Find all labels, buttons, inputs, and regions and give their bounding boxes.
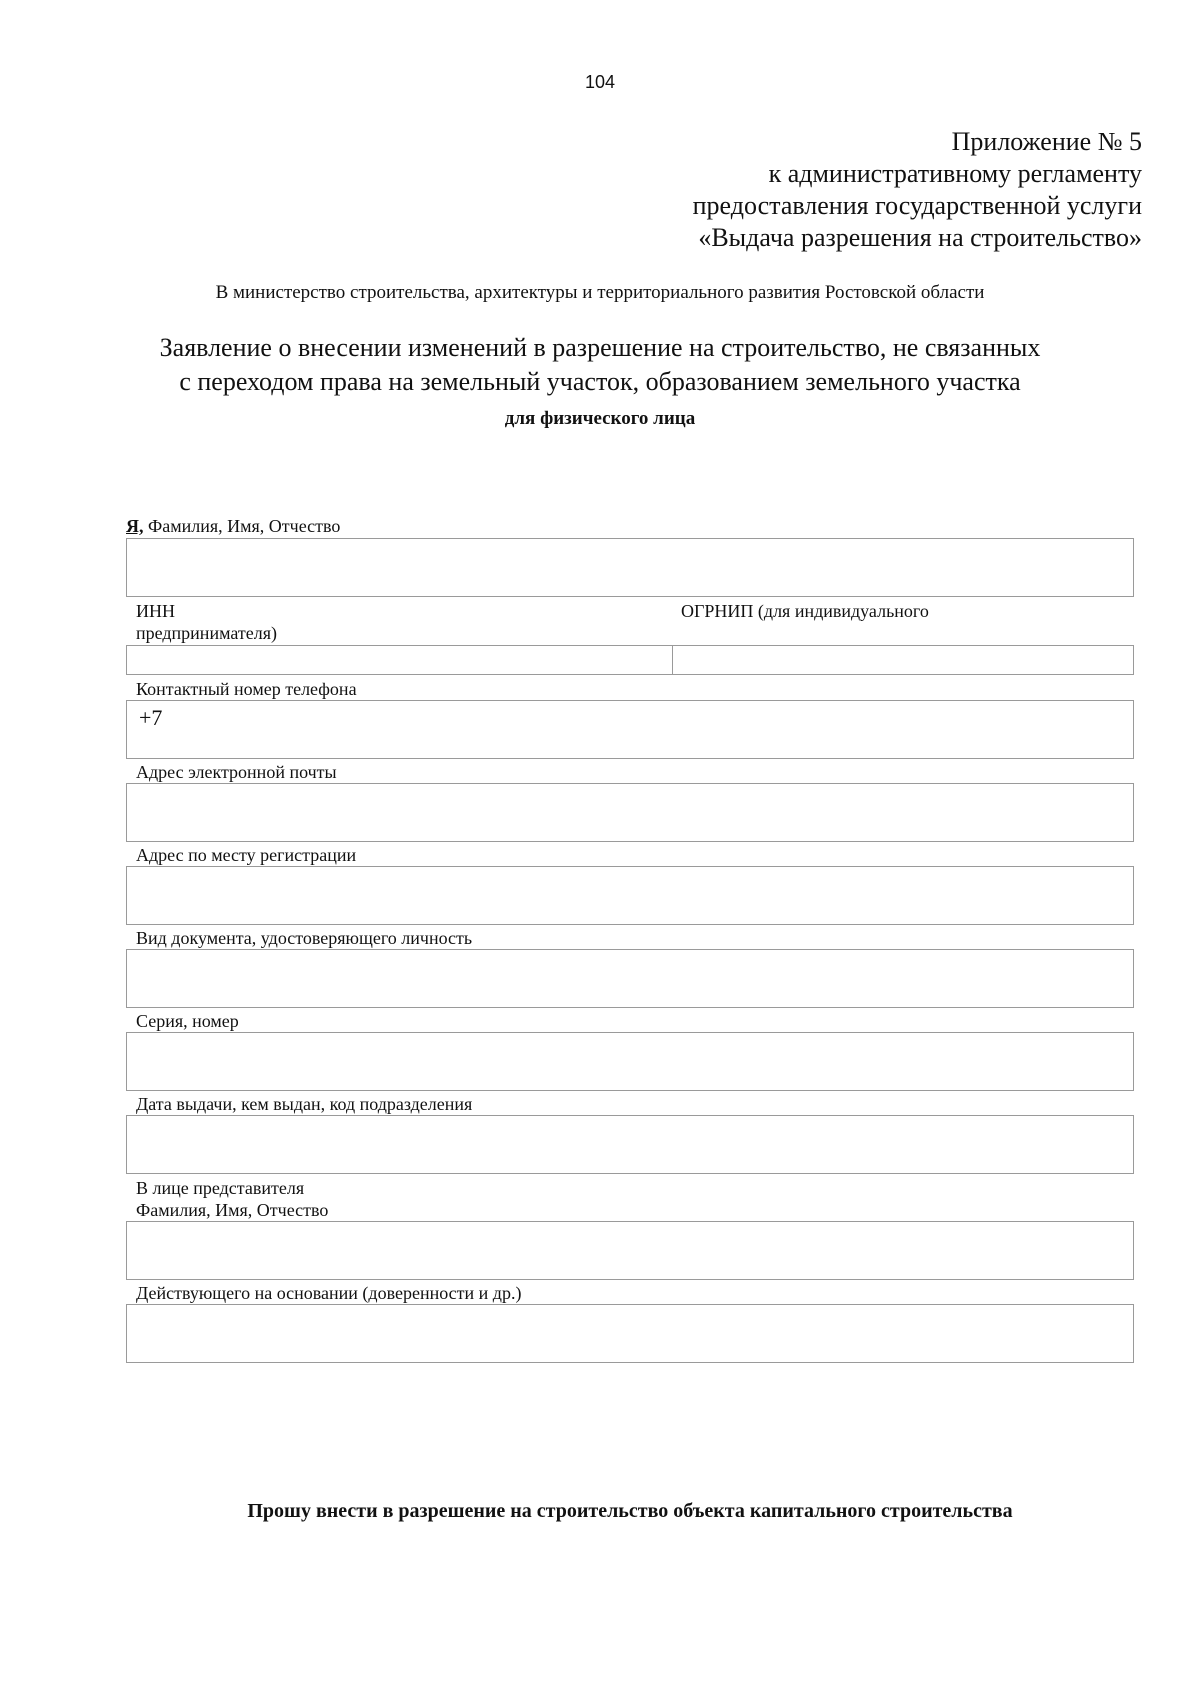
- email-label: Адрес электронной почты: [136, 762, 337, 782]
- phone-field[interactable]: [126, 700, 1134, 759]
- inn-label: ИНН: [136, 601, 175, 621]
- ogrnip-label: ОГРНИП (для индивидуального: [681, 601, 929, 621]
- ogrnip-field[interactable]: [672, 645, 1134, 675]
- request-text: Прошу внести в разрешение на строительство объекта капитального строительства: [247, 1500, 1013, 1522]
- inn-field[interactable]: [126, 645, 673, 675]
- fio-label-text: Фамилия, Имя, Отчество: [143, 516, 341, 536]
- representative-field[interactable]: [126, 1221, 1134, 1280]
- basis-label: Действующего на основании (доверенности и др.): [136, 1283, 522, 1303]
- phone-value: +7: [139, 705, 163, 730]
- page-number: 104: [584, 72, 616, 92]
- fio-field[interactable]: [126, 538, 1134, 597]
- appendix-line-2: к административному регламенту: [768, 159, 1142, 188]
- document-title: [0, 331, 1200, 399]
- appendix-header: [693, 126, 1142, 254]
- address-field[interactable]: [126, 866, 1134, 925]
- representative-label: В лице представителя: [136, 1178, 305, 1198]
- representative-fio-label: Фамилия, Имя, Отчество: [136, 1200, 329, 1220]
- appendix-line-3: предоставления государственной услуги: [692, 191, 1142, 220]
- series-number-label: Серия, номер: [136, 1011, 239, 1031]
- issue-info-label: Дата выдачи, кем выдан, код подразделения: [136, 1094, 473, 1114]
- phone-label: Контактный номер телефона: [136, 679, 357, 699]
- fio-prefix: Я,: [126, 516, 144, 536]
- appendix-line-1: Приложение № 5: [951, 127, 1142, 156]
- id-document-field[interactable]: [126, 949, 1134, 1008]
- address-label: Адрес по месту регистрации: [136, 845, 357, 865]
- fio-label: [126, 515, 340, 537]
- ogrnip-label-continued: предпринимателя): [136, 623, 277, 643]
- basis-field[interactable]: [126, 1304, 1134, 1363]
- series-number-field[interactable]: [126, 1032, 1134, 1091]
- issue-info-field[interactable]: [126, 1115, 1134, 1174]
- appendix-line-4: «Выдача разрешения на строительство»: [698, 223, 1142, 252]
- id-document-label: Вид документа, удостоверяющего личность: [136, 928, 473, 948]
- addressee: В министерство строительства, архитектуры и территориального развития Ростовской области: [215, 282, 985, 303]
- document-subtitle: для физического лица: [504, 408, 696, 429]
- email-field[interactable]: [126, 783, 1134, 842]
- title-line-1: Заявление о внесении изменений в разрешение на строительство, не связанных: [159, 333, 1041, 362]
- title-line-2: с переходом права на земельный участок, образованием земельного участка: [179, 367, 1021, 396]
